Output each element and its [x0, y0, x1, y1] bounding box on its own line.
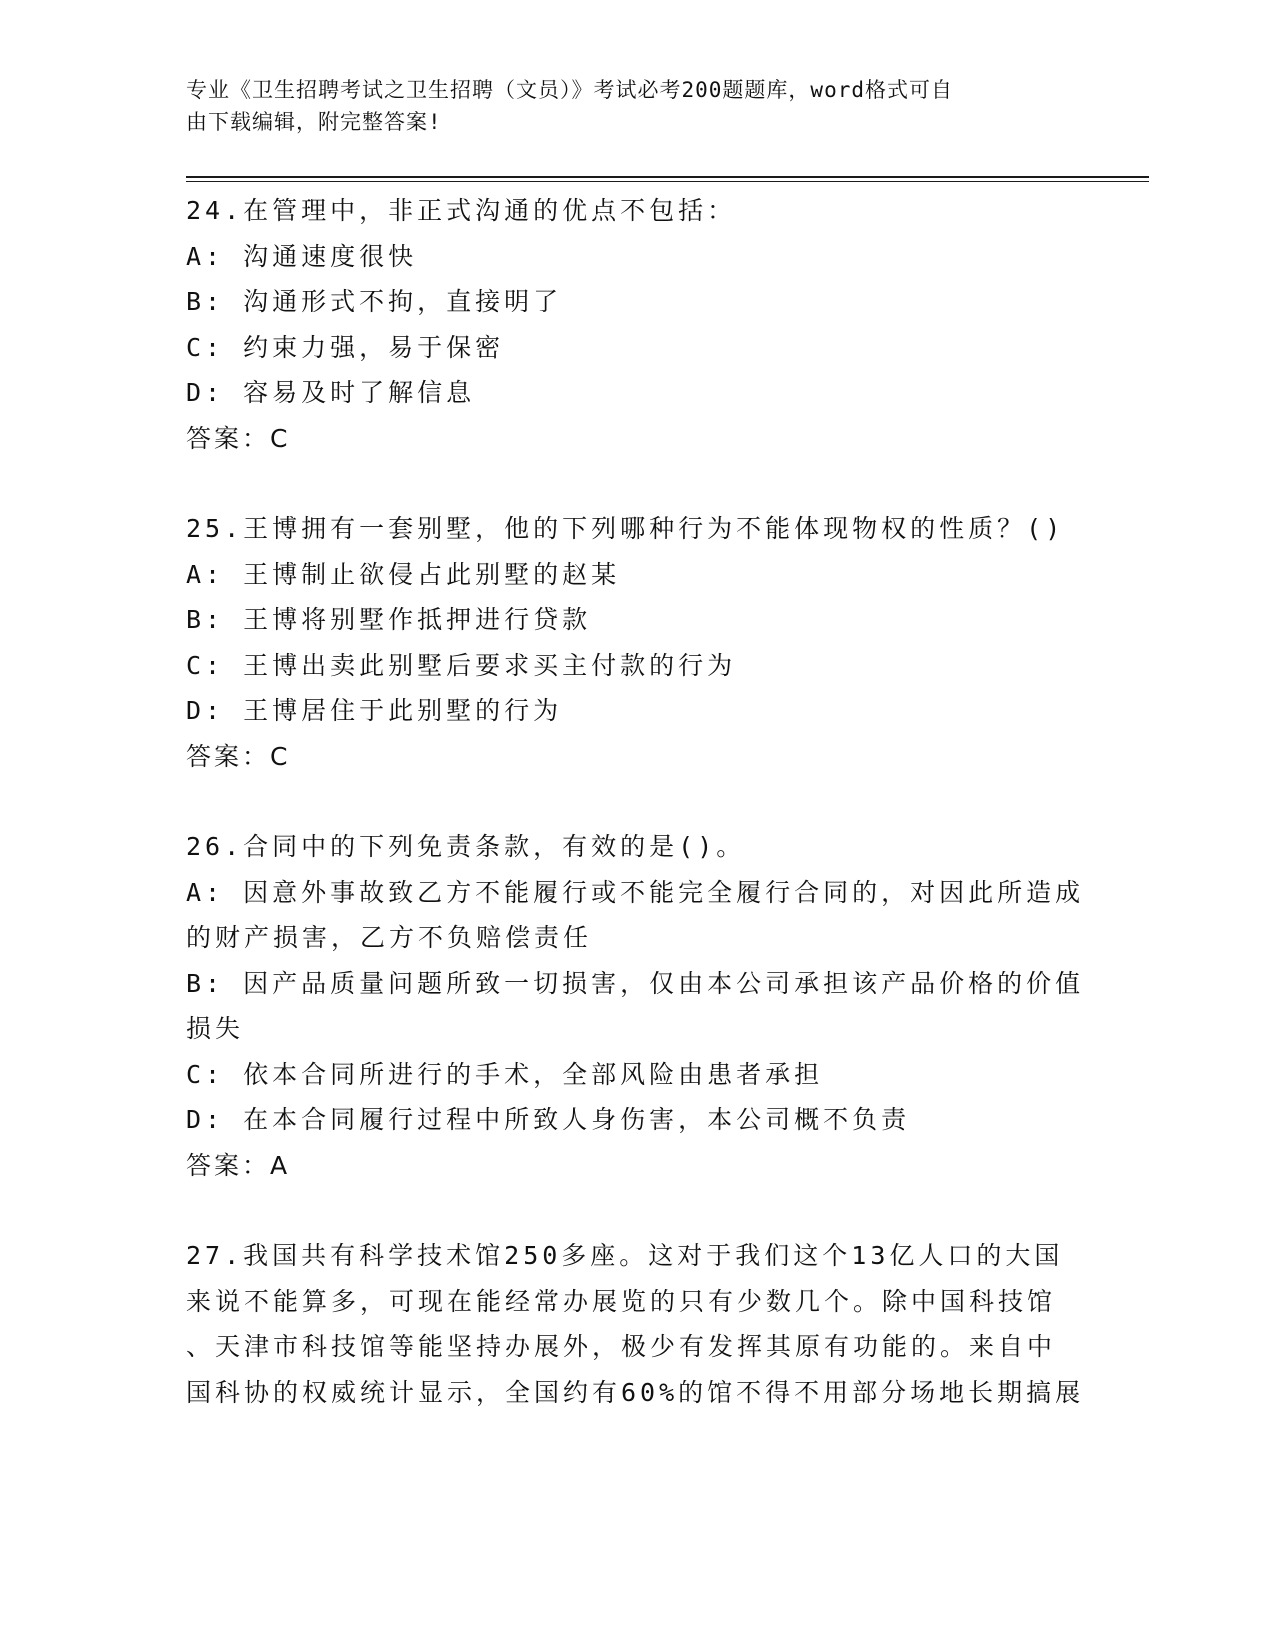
option-d: D: 在本合同履行过程中所致人身伤害，本公司概不负责 [186, 1105, 911, 1134]
option-d: D: 容易及时了解信息 [186, 378, 476, 407]
option-c: C: 王博出卖此别墅后要求买主付款的行为 [186, 650, 737, 680]
answer-label: 答案：C [186, 741, 291, 771]
header-divider-thick [186, 176, 1149, 178]
question-25 [186, 506, 1086, 779]
option-b-line-1: B: 因产品质量问题所致一切损害，仅由本公司承担该产品价格的价值 [186, 968, 1085, 998]
option-a: A: 王博制止欲侵占此别墅的赵某 [186, 559, 621, 589]
option-a-line-2: 的财产损害，乙方不负赔偿责任 [186, 923, 593, 952]
answer-label: 答案：C [186, 423, 291, 453]
question-stem-line-1: 27.我国共有科学技术馆250多座。这对于我们这个13亿人口的大国 [186, 1241, 1064, 1270]
option-b: B: 王博将别墅作抵押进行贷款 [186, 605, 592, 634]
question-26 [186, 824, 1086, 1188]
option-b-line-2: 损失 [186, 1014, 245, 1043]
answer-label: 答案：A [186, 1150, 291, 1180]
document-header [186, 74, 1066, 138]
header-line-1: 专业《卫生招聘考试之卫生招聘（文员）》考试必考200题题库，word格式可自 [186, 78, 953, 102]
option-a-line-1: A: 因意外事故致乙方不能履行或不能完全履行合同的，对因此所造成 [186, 877, 1085, 907]
option-b: B: 沟通形式不拘，直接明了 [186, 287, 563, 316]
question-stem: 26.合同中的下列免责条款，有效的是()。 [186, 832, 746, 861]
question-list [186, 188, 1086, 1460]
question-stem-line-2: 来说不能算多，可现在能经常办展览的只有少数几个。除中国科技馆 [186, 1286, 1057, 1316]
option-a: A: 沟通速度很快 [186, 241, 418, 271]
option-c: C: 约束力强，易于保密 [186, 332, 505, 362]
question-stem: 25.王博拥有一套别墅，他的下列哪种行为不能体现物权的性质？() [186, 514, 1065, 543]
question-24 [186, 188, 1086, 461]
option-c: C: 依本合同所进行的手术，全部风险由患者承担 [186, 1059, 824, 1089]
header-divider-thin [186, 181, 1149, 182]
header-line-2: 由下载编辑，附完整答案! [186, 110, 442, 134]
question-stem: 24.在管理中，非正式沟通的优点不包括： [186, 196, 737, 225]
option-d: D: 王博居住于此别墅的行为 [186, 696, 563, 725]
question-stem-line-4: 国科协的权威统计显示，全国约有60%的馆不得不用部分场地长期搞展 [186, 1377, 1085, 1407]
question-stem-line-3: 、天津市科技馆等能坚持办展外，极少有发挥其原有功能的。来自中 [186, 1332, 1057, 1361]
question-27 [186, 1233, 1086, 1415]
